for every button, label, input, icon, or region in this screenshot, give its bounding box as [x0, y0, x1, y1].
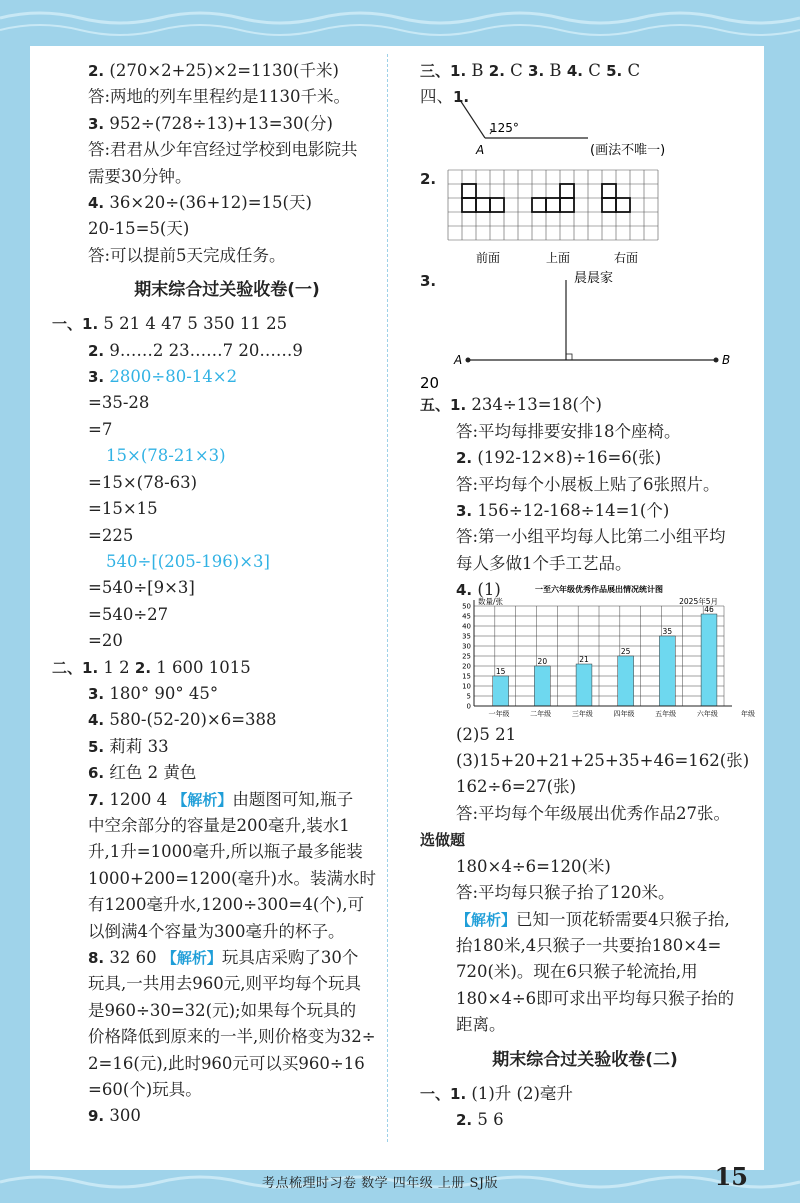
answer-text: 答:平均每排要安排18个座椅。	[456, 421, 681, 441]
question-number: 1.	[450, 62, 467, 80]
answer-text: 莉莉 33	[104, 736, 169, 756]
answer-line	[52, 734, 402, 760]
y-tick-label: 40	[462, 622, 471, 631]
answer-line	[52, 813, 402, 839]
y-tick-label: 35	[462, 632, 471, 641]
answer-text: 价格降低到原来的一半,则价格变为32÷	[88, 1027, 376, 1047]
page-number: 15	[714, 1162, 748, 1191]
distance-answer: 20	[420, 374, 440, 393]
answer-text: 是960÷30=32(元);如果每个玩具的	[88, 1000, 357, 1020]
answer-text: 需要30分钟。	[88, 166, 192, 186]
question-number: 3.	[88, 368, 105, 387]
question-number: 1.	[82, 315, 99, 334]
answer-line	[52, 945, 402, 971]
point-b-label: B	[722, 353, 731, 368]
left-answer-lines	[52, 58, 402, 269]
answer-line	[52, 549, 402, 575]
answer-text: 180×4÷6即可求出平均每只猴子抬的	[456, 988, 735, 1008]
view-label: 上面	[546, 251, 571, 266]
question-number: 1.	[450, 396, 467, 415]
answer-line	[420, 907, 750, 933]
y-tick-label: 10	[462, 682, 471, 691]
question-number: 1.	[450, 1084, 467, 1103]
answer-text: 升,1升=1000毫升,所以瓶子最多能装	[88, 842, 363, 862]
answer-line	[420, 986, 750, 1012]
question-number: 3.	[456, 502, 473, 521]
part-two-answers	[52, 655, 402, 1130]
answer-line	[420, 1012, 750, 1038]
q4-sub: (1)	[472, 580, 501, 600]
view-square	[560, 184, 574, 198]
answer-text: 32 60	[104, 948, 162, 967]
three-views-figure	[446, 166, 666, 266]
answer-line	[420, 524, 750, 550]
point-b	[714, 358, 719, 363]
answer-line	[52, 496, 402, 522]
answer-line	[420, 1081, 750, 1107]
y-tick-label: 20	[462, 662, 471, 671]
answer-line	[420, 551, 750, 577]
answer-line	[420, 748, 750, 774]
answer-line	[52, 523, 402, 549]
question-number: 5.	[88, 737, 105, 756]
answer-line	[52, 243, 402, 269]
answer-text: (3)15+20+21+25+35+46=162(张)	[456, 751, 750, 771]
bar	[576, 664, 592, 706]
bar	[534, 666, 550, 706]
answer-text: 答:平均每只猴子抬了120米。	[456, 883, 675, 903]
home-label: 晨晨家	[574, 271, 614, 287]
answer-page	[30, 46, 764, 1191]
q2-number: 2.	[420, 170, 437, 189]
data-label: 20	[537, 656, 548, 666]
answer-text: 答:平均每个年级展出优秀作品27张。	[456, 803, 731, 823]
bar	[493, 676, 509, 706]
x-tick-label: 六年级	[696, 709, 718, 718]
analysis-text: 玩具店采购了30个	[221, 948, 359, 967]
part-four-q2	[420, 166, 750, 268]
analysis-text: 已知一顶花轿需要4只猴子抬,	[516, 909, 730, 929]
answer-text: 180° 90° 45°	[104, 683, 219, 703]
left-column	[52, 58, 402, 1130]
optional-answers	[420, 854, 750, 1039]
answer-text: 156÷12-168÷14=1(个)	[472, 501, 670, 521]
answer-text: 抬180米,4只猴子一共要抬180×4=	[456, 935, 722, 955]
answer-text: (2)5 21	[456, 724, 517, 744]
answer-text: =35-28	[88, 393, 150, 413]
answer-text: 1 2	[98, 657, 135, 677]
answer-line	[52, 866, 402, 892]
y-tick-label: 0	[466, 702, 471, 711]
analysis-tag: 【解析】	[456, 910, 517, 929]
question-number: 2.	[134, 658, 152, 677]
part-one-answers	[52, 311, 402, 654]
answer-text: =540÷27	[88, 604, 169, 624]
view-square	[476, 198, 490, 212]
answer-line	[52, 760, 402, 786]
answer-choice: B	[466, 61, 489, 80]
answer-line	[420, 498, 750, 524]
answer-line	[52, 839, 402, 865]
part-four-q1	[420, 84, 750, 159]
footer-text: 考点梳理时习卷 数学 四年级 上册 SJ版	[262, 1176, 499, 1191]
answer-line	[52, 787, 402, 813]
point-a2-label: A	[454, 353, 463, 368]
data-label: 35	[662, 626, 673, 636]
question-number: 5.	[606, 62, 623, 80]
part-four-prefix: 四、	[420, 87, 453, 107]
part-prefix: 二、	[52, 658, 83, 677]
view-square	[462, 198, 476, 212]
answer-line	[420, 854, 750, 880]
q3-number: 3.	[420, 272, 437, 291]
q1-number: 1.	[453, 88, 470, 107]
x-tick-label: 三年级	[571, 709, 593, 718]
answer-text: 答:第一小组平均每人比第二小组平均	[456, 527, 726, 547]
answer-line	[52, 364, 402, 390]
view-label: 前面	[476, 251, 501, 266]
data-label: 21	[579, 654, 589, 664]
answer-line	[52, 655, 402, 681]
answer-text: 5 21 4 47 5 350 11 25	[98, 314, 288, 334]
answer-line	[52, 628, 402, 654]
answer-line	[52, 190, 402, 216]
q4-answers	[420, 722, 750, 828]
answer-line	[52, 311, 402, 337]
y-tick-label: 15	[462, 672, 471, 681]
answer-line	[52, 1024, 402, 1050]
question-number: 4.	[88, 711, 105, 730]
answer-line	[52, 443, 402, 469]
answer-line	[420, 801, 750, 827]
analysis-tag: 【解析】	[161, 949, 222, 967]
answer-text: 20-15=5(天)	[88, 219, 190, 239]
view-square	[546, 198, 560, 212]
answer-text: 1200 4	[104, 789, 173, 809]
x-axis-label: 年级	[741, 709, 755, 718]
x-tick-label: 四年级	[613, 709, 635, 718]
answer-text: 红色 2 黄色	[104, 763, 197, 783]
answer-text: 2=16(元),此时960元可以买960÷16	[88, 1053, 365, 1073]
answer-line	[420, 933, 750, 959]
y-axis-label: 数量/张	[478, 596, 504, 606]
answer-text: 2800÷80-14×2	[104, 367, 238, 387]
point-a-label: A	[476, 143, 485, 158]
answer-line	[420, 392, 750, 418]
angle-figure	[450, 84, 750, 159]
question-number: 9.	[88, 1107, 105, 1126]
answer-text: 答:可以提前5天完成任务。	[88, 245, 286, 265]
answer-line	[52, 707, 402, 733]
answer-text: 玩具,一共用去960元,则平均每个玩具	[88, 974, 361, 994]
question-number: 2.	[88, 341, 105, 360]
answer-text: 9……2 23……7 20……9	[104, 340, 303, 360]
answer-line	[420, 774, 750, 800]
analysis-tag: 【解析】	[172, 790, 233, 809]
part-prefix: 一、	[420, 1084, 451, 1103]
answer-text: 162÷6=27(张)	[456, 777, 577, 797]
answer-line	[52, 1103, 402, 1129]
q4-number: 4.	[456, 581, 473, 600]
answer-choice: C	[504, 61, 529, 80]
answer-line	[52, 84, 402, 110]
question-number: 8.	[88, 949, 105, 967]
answer-text: (270×2+25)×2=1130(千米)	[104, 61, 339, 80]
analysis-text: 由题图可知,瓶子	[232, 789, 354, 809]
question-number: 2.	[88, 62, 105, 80]
part-three-answers	[420, 58, 750, 84]
answer-text: =15×15	[88, 499, 158, 519]
answer-line	[52, 892, 402, 918]
answer-text: =60(个)玩具。	[88, 1080, 202, 1100]
drawing-note: (画法不唯一)	[590, 143, 666, 159]
answer-line	[52, 390, 402, 416]
answer-line	[52, 417, 402, 443]
bar	[659, 636, 675, 706]
answer-line	[52, 998, 402, 1024]
answer-text: 36×20÷(36+12)=15(天)	[104, 193, 312, 213]
data-label: 15	[495, 666, 506, 676]
view-square	[602, 198, 616, 212]
answer-line	[420, 445, 750, 471]
right-column	[420, 58, 755, 1133]
answer-line	[52, 919, 402, 945]
answer-text: =7	[88, 419, 113, 439]
answer-text: 中空余部分的容量是200毫升,装水1	[88, 815, 350, 835]
answer-line	[52, 111, 402, 137]
answer-choice: C	[622, 61, 641, 80]
part-prefix: 三、	[420, 62, 451, 80]
answer-text: 15×(78-21×3)	[106, 446, 226, 466]
part-one-answers-2	[420, 1081, 750, 1134]
answer-text: 以倒满4个容量为300毫升的杯子。	[88, 921, 345, 941]
question-number: 2.	[456, 449, 473, 468]
question-number: 4.	[566, 62, 583, 80]
y-tick-label: 25	[462, 652, 471, 661]
view-square	[602, 184, 616, 198]
y-tick-label: 30	[462, 642, 471, 651]
answer-line	[420, 722, 750, 748]
part-prefix: 一、	[52, 315, 83, 334]
answer-line	[52, 681, 402, 707]
view-square	[462, 184, 476, 198]
answer-text: 1 600 1015	[151, 657, 251, 677]
view-square	[616, 198, 630, 212]
right-angle-mark	[566, 354, 572, 360]
bar	[618, 656, 634, 706]
x-tick-label: 五年级	[655, 709, 677, 718]
answer-text: 有1200毫升水,1200÷300=4(个),可	[88, 895, 364, 915]
answer-text: 720(米)。现在6只猴子轮流抬,用	[456, 962, 698, 982]
view-square	[532, 198, 546, 212]
y-tick-label: 45	[462, 612, 471, 621]
answer-text: 答:君君从少年宫经过学校到电影院共	[88, 140, 358, 160]
answer-text: =20	[88, 631, 123, 651]
answer-text: (1)升 (2)毫升	[466, 1083, 573, 1103]
part-prefix: 五、	[420, 396, 451, 415]
data-label: 46	[704, 604, 714, 614]
question-number: 3.	[528, 62, 545, 80]
y-tick-label: 50	[462, 602, 471, 611]
answer-text: 952÷(728÷13)+13=30(分)	[104, 113, 333, 133]
chart-date: 2025年5月	[679, 596, 718, 606]
answer-text: 1000+200=1200(毫升)水。装满水时	[88, 868, 377, 888]
answer-line	[52, 137, 402, 163]
chart-title: 一至六年级优秀作品展出情况统计图	[535, 584, 663, 594]
question-number: 2.	[488, 62, 505, 80]
angle-ray-1	[460, 100, 485, 138]
answer-text: 距离。	[456, 1015, 506, 1035]
question-number: 4.	[88, 194, 105, 213]
answer-line	[52, 602, 402, 628]
answer-text: 5 6	[472, 1109, 504, 1129]
answer-line	[420, 472, 750, 498]
q4-heading	[420, 577, 750, 603]
point-a	[466, 358, 471, 363]
answer-line	[420, 1107, 750, 1133]
bar	[701, 614, 717, 706]
optional-title: 选做题	[420, 831, 466, 850]
answer-line	[52, 164, 402, 190]
answer-text: 每人多做1个手工艺品。	[456, 553, 632, 573]
answer-line	[420, 419, 750, 445]
question-number: 7.	[88, 790, 105, 809]
question-number: 6.	[88, 764, 105, 783]
answer-text: 580-(52-20)×6=388	[104, 710, 277, 730]
answer-line	[52, 1051, 402, 1077]
angle-label: 125°	[490, 121, 519, 136]
answer-line	[52, 58, 402, 84]
answer-choice: C	[582, 61, 607, 80]
part-four-q3	[420, 268, 750, 392]
answer-text: =15×(78-63)	[88, 472, 198, 492]
question-number: 3.	[88, 114, 105, 133]
question-number: 3.	[88, 684, 105, 703]
answer-line	[52, 216, 402, 242]
answer-text: 答:两地的列车里程约是1130千米。	[88, 87, 351, 107]
answer-choice: B	[544, 61, 567, 80]
section-title-2: 期末综合过关验收卷(二)	[492, 1049, 678, 1070]
y-tick-label: 5	[466, 692, 471, 701]
answer-text: 答:平均每个小展板上贴了6张照片。	[456, 474, 720, 494]
answer-line	[52, 575, 402, 601]
x-tick-label: 一年级	[488, 709, 510, 718]
answer-text: 540÷[(205-196)×3]	[106, 551, 270, 571]
answer-text: (192-12×8)÷16=6(张)	[472, 448, 662, 468]
answer-line	[420, 880, 750, 906]
answer-text: 300	[104, 1106, 141, 1126]
answer-line	[52, 1077, 402, 1103]
answer-text: 234÷13=18(个)	[466, 395, 602, 415]
answer-line	[420, 959, 750, 985]
answer-line	[52, 338, 402, 364]
answer-line	[52, 971, 402, 997]
part-five-answers	[420, 392, 750, 577]
answer-text: 180×4÷6=120(米)	[456, 856, 611, 876]
perpendicular-figure	[420, 268, 740, 392]
answer-text: =225	[88, 525, 134, 545]
answer-text: =540÷[9×3]	[88, 578, 195, 598]
data-label: 25	[620, 646, 631, 656]
view-square	[490, 198, 504, 212]
question-number: 1.	[82, 658, 99, 677]
question-number: 2.	[456, 1110, 473, 1129]
answer-line	[52, 470, 402, 496]
view-label: 右面	[614, 251, 639, 266]
section-title-1: 期末综合过关验收卷(一)	[134, 280, 320, 301]
view-square	[560, 198, 574, 212]
x-tick-label: 二年级	[530, 709, 552, 718]
